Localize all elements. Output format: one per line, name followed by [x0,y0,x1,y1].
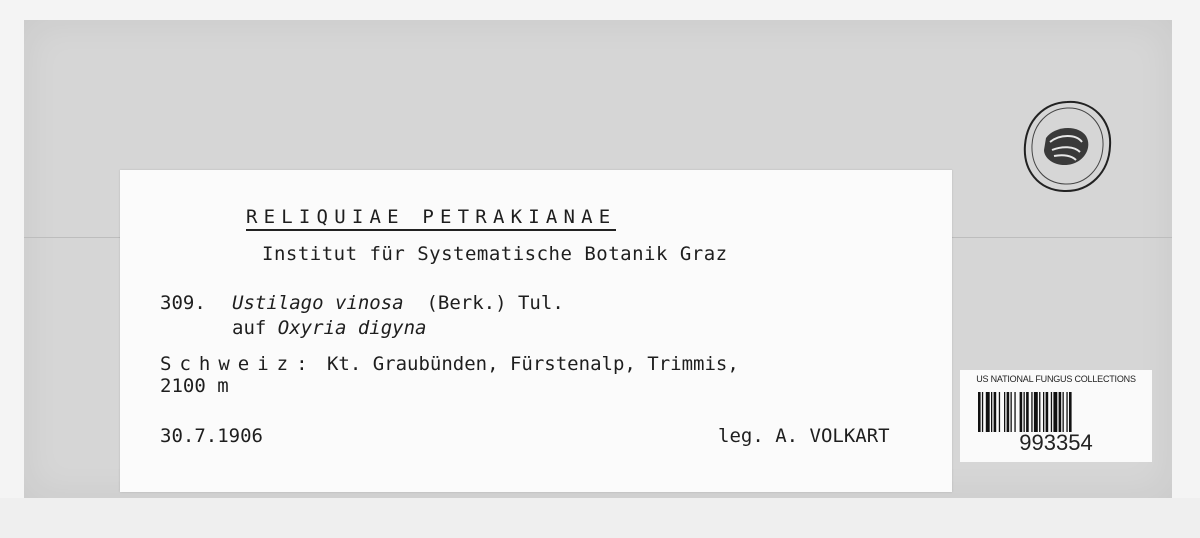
background-strip [0,498,1200,538]
series-title: RELIQUIAE PETRAKIANAE [246,206,616,231]
host-name: Oxyria digyna [277,317,427,339]
locality-line [160,353,739,375]
locality: Kt. Graubünden, Fürstenalp, Trimmis, [326,353,739,375]
altitude: 2100 m [160,375,229,397]
collection-date: 30.7.1906 [160,425,263,447]
specimen-number: 309. [160,292,206,314]
barcode-number: 993354 [1019,430,1093,455]
taxon-author: (Berk.) Tul. [426,292,564,314]
host-line [232,317,427,339]
collector: leg. A. VOLKART [718,425,890,447]
barcode-bars-icon [978,392,1134,432]
institute-name: Institut für Systematische Botanik Graz [262,243,728,265]
barcode-label [960,370,1152,462]
host-prefix: auf [232,317,267,339]
specimen-label [120,170,952,492]
barcode-caption: US NATIONAL FUNGUS COLLECTIONS [976,374,1136,384]
taxon-line [232,292,564,314]
taxon-name: Ustilago vinosa [232,292,404,314]
herbarium-stamp-icon [1020,98,1114,196]
country: Schweiz: [160,353,316,375]
